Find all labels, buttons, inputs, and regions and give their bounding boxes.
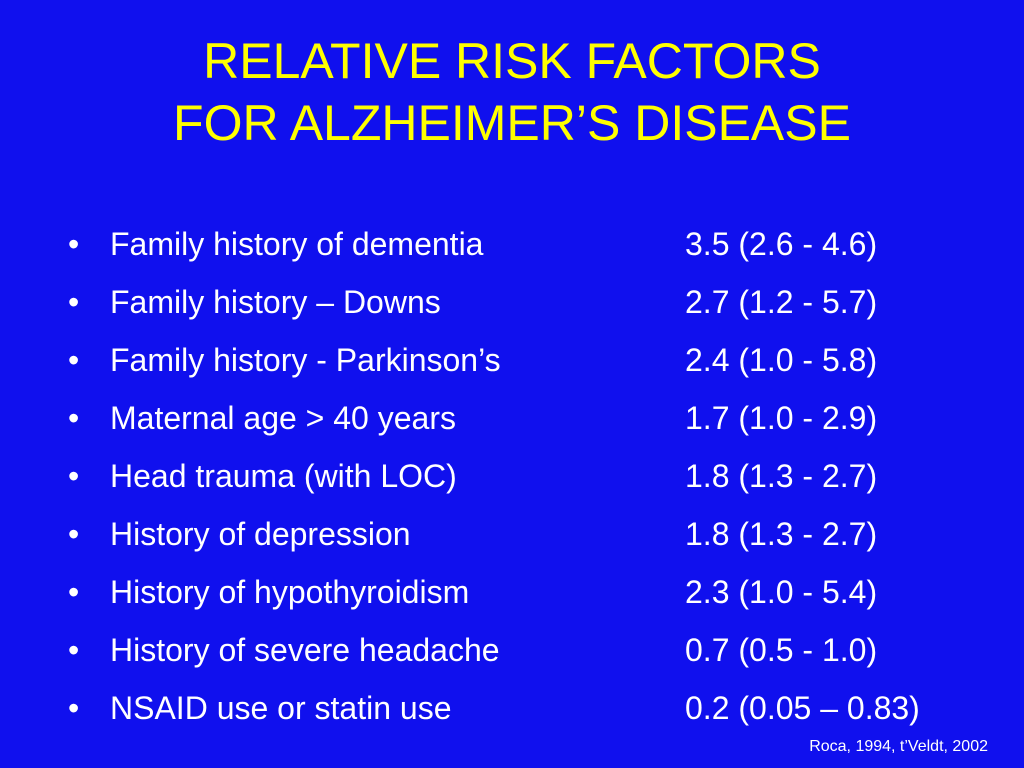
list-item: [68, 456, 988, 514]
list-item: [68, 514, 988, 572]
risk-factor-label: History of hypothyroidism: [110, 574, 470, 610]
risk-factor-label: Family history – Downs: [110, 284, 441, 320]
list-item: [68, 572, 988, 630]
relative-risk-value: 2.4 (1.0 - 5.8): [685, 342, 878, 378]
slide-title-line-1: RELATIVE RISK FACTORS: [203, 33, 821, 89]
bullet-icon: •: [68, 284, 80, 320]
bullet-icon: •: [68, 690, 80, 726]
list-item: [68, 398, 988, 456]
bullet-icon: •: [68, 632, 80, 668]
risk-factor-list: [68, 224, 988, 746]
risk-factor-label: Family history - Parkinson’s: [110, 342, 501, 378]
list-item: [68, 630, 988, 688]
bullet-icon: •: [68, 516, 80, 552]
bullet-icon: •: [68, 342, 80, 378]
list-item: [68, 224, 988, 282]
relative-risk-value: 2.3 (1.0 - 5.4): [685, 574, 878, 610]
risk-factor-label: Family history of dementia: [110, 226, 484, 262]
citation: Roca, 1994, t’Veldt, 2002: [809, 738, 988, 755]
relative-risk-value: 0.2 (0.05 – 0.83): [685, 690, 920, 726]
bullet-icon: •: [68, 400, 80, 436]
relative-risk-value: 0.7 (0.5 - 1.0): [685, 632, 878, 668]
relative-risk-value: 1.7 (1.0 - 2.9): [685, 400, 878, 436]
bullet-icon: •: [68, 458, 80, 494]
relative-risk-value: 3.5 (2.6 - 4.6): [685, 226, 878, 262]
list-item: [68, 282, 988, 340]
bullet-icon: •: [68, 226, 80, 262]
slide-title-line-2: FOR ALZHEIMER’S DISEASE: [173, 95, 851, 151]
risk-factor-label: Maternal age > 40 years: [110, 400, 456, 436]
relative-risk-value: 2.7 (1.2 - 5.7): [685, 284, 878, 320]
risk-factor-label: NSAID use or statin use: [110, 690, 452, 726]
bullet-icon: •: [68, 574, 80, 610]
risk-factor-label: History of depression: [110, 516, 411, 552]
risk-factor-label: Head trauma (with LOC): [110, 458, 457, 494]
risk-factor-label: History of severe headache: [110, 632, 500, 668]
list-item: [68, 340, 988, 398]
relative-risk-value: 1.8 (1.3 - 2.7): [685, 516, 878, 552]
relative-risk-value: 1.8 (1.3 - 2.7): [685, 458, 878, 494]
slide-title: [0, 30, 1024, 154]
